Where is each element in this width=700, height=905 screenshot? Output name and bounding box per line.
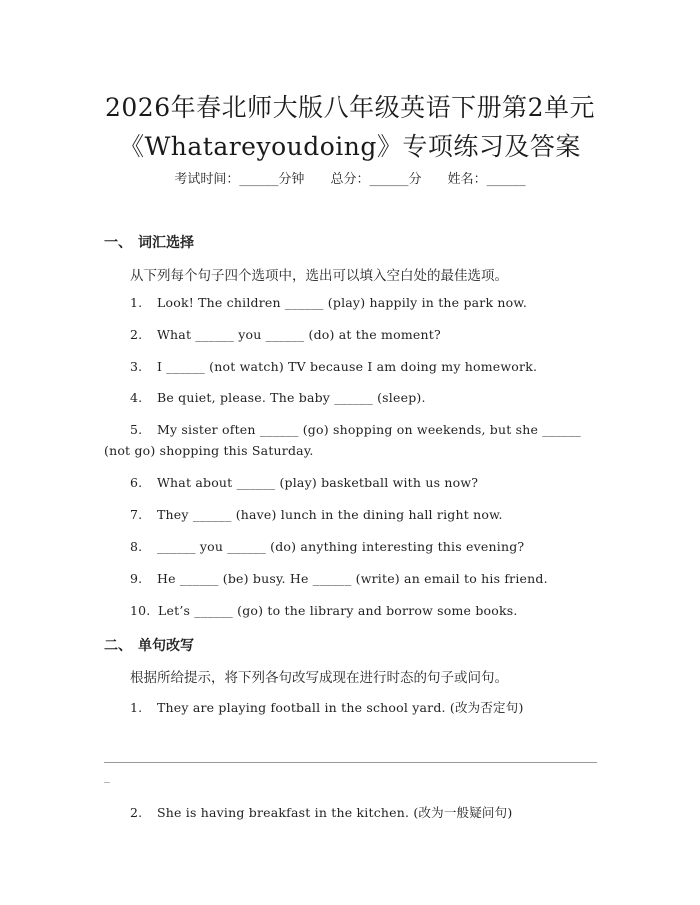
question-item: 6. What about ______ (play) basketball with us now? — [130, 475, 479, 490]
question-item: 5. My sister often ______ (go) shopping on weekends, but she ______ — [130, 422, 581, 437]
section-2-title: 单句改写 — [138, 638, 194, 654]
question-item-continuation: (not go) shopping this Saturday. — [104, 443, 314, 458]
document-title-line1: 2026年春北师大版八年级英语下册第2单元 — [104, 93, 596, 122]
question-item: 2. She is having breakfast in the kitchen. (改为一般疑问句) — [130, 805, 513, 820]
section-2-number: 二、 — [104, 638, 132, 654]
question-item: 1. They are playing football in the school yard. (改为否定句) — [130, 700, 524, 715]
section-1-heading — [104, 232, 194, 252]
question-item: 9. He ______ (be) busy. He ______ (write) an email to his friend. — [130, 571, 548, 586]
question-item: 7. They ______ (have) lunch in the dining hall right now. — [130, 507, 503, 522]
section-1-instruction: 从下列每个句子四个选项中，选出可以填入空白处的最佳选项。 — [130, 268, 508, 284]
section-1-title: 词汇选择 — [138, 235, 194, 251]
question-item: 8. ______ you ______ (do) anything interesting this evening? — [130, 539, 525, 554]
section-2-instruction: 根据所给提示，将下列各句改写成现在进行时态的句子或问句。 — [130, 670, 508, 686]
answer-line — [104, 762, 597, 763]
document-title-line2: 《Whatareyoudoing》专项练习及答案 — [119, 132, 581, 161]
question-item: 10. Let’s ______ (go) to the library and borrow some books. — [130, 603, 518, 618]
exam-time: 考试时间：______分钟 — [174, 172, 305, 187]
exam-info — [0, 168, 700, 187]
exam-score: 总分：______分 — [330, 172, 422, 187]
question-item: 3. I ______ (not watch) TV because I am doing my homework. — [130, 359, 538, 374]
student-name: 姓名：______ — [447, 172, 526, 187]
section-2-heading — [104, 635, 194, 655]
question-item: 4. Be quiet, please. The baby ______ (sleep). — [130, 390, 426, 405]
answer-line-dash: _ — [104, 769, 110, 783]
question-item: 2. What ______ you ______ (do) at the moment? — [130, 327, 441, 342]
question-item: 1. Look! The children ______ (play) happily in the park now. — [130, 295, 527, 310]
section-1-number: 一、 — [104, 235, 132, 251]
